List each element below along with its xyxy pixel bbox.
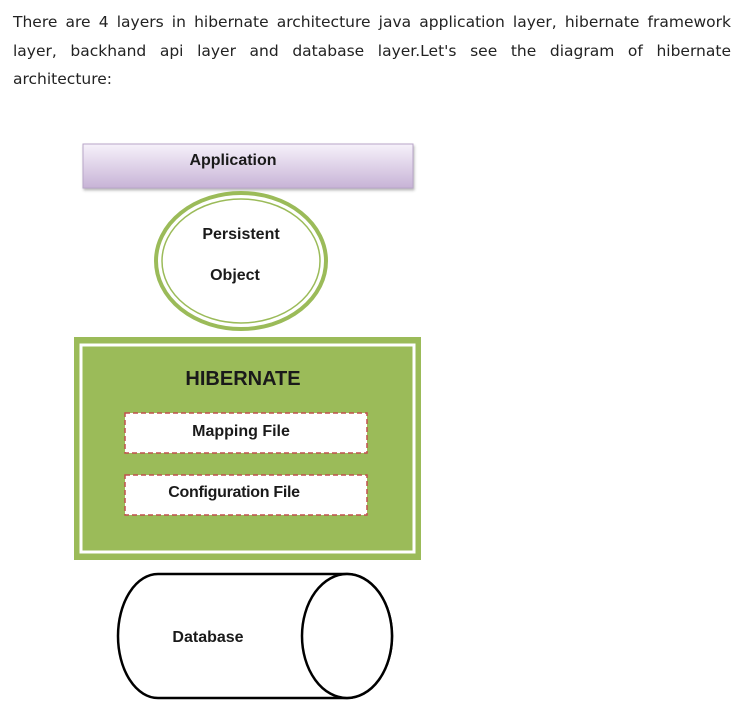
intro-paragraph: There are 4 layers in hibernate architecture java application layer, hibernate framework layer, backhand api layer and database layer.Let's see the diagram of hibernate architecture: [13, 13, 731, 88]
configuration-file-label: Configuration File [168, 484, 300, 501]
persistent-object-ellipse [156, 193, 326, 329]
hibernate-label: HIBERNATE [185, 368, 301, 390]
hibernate-layer-box [74, 337, 421, 560]
database-cylinder [118, 574, 392, 698]
application-label: Application [189, 152, 277, 169]
persistent-object-label-line1: Persistent [202, 226, 280, 243]
persistent-object-label-line2: Object [210, 267, 260, 284]
configuration-file-box [125, 475, 367, 515]
mapping-file-label: Mapping File [192, 423, 290, 440]
database-label: Database [172, 629, 244, 646]
application-layer-box [83, 144, 413, 188]
mapping-file-box [125, 413, 367, 453]
